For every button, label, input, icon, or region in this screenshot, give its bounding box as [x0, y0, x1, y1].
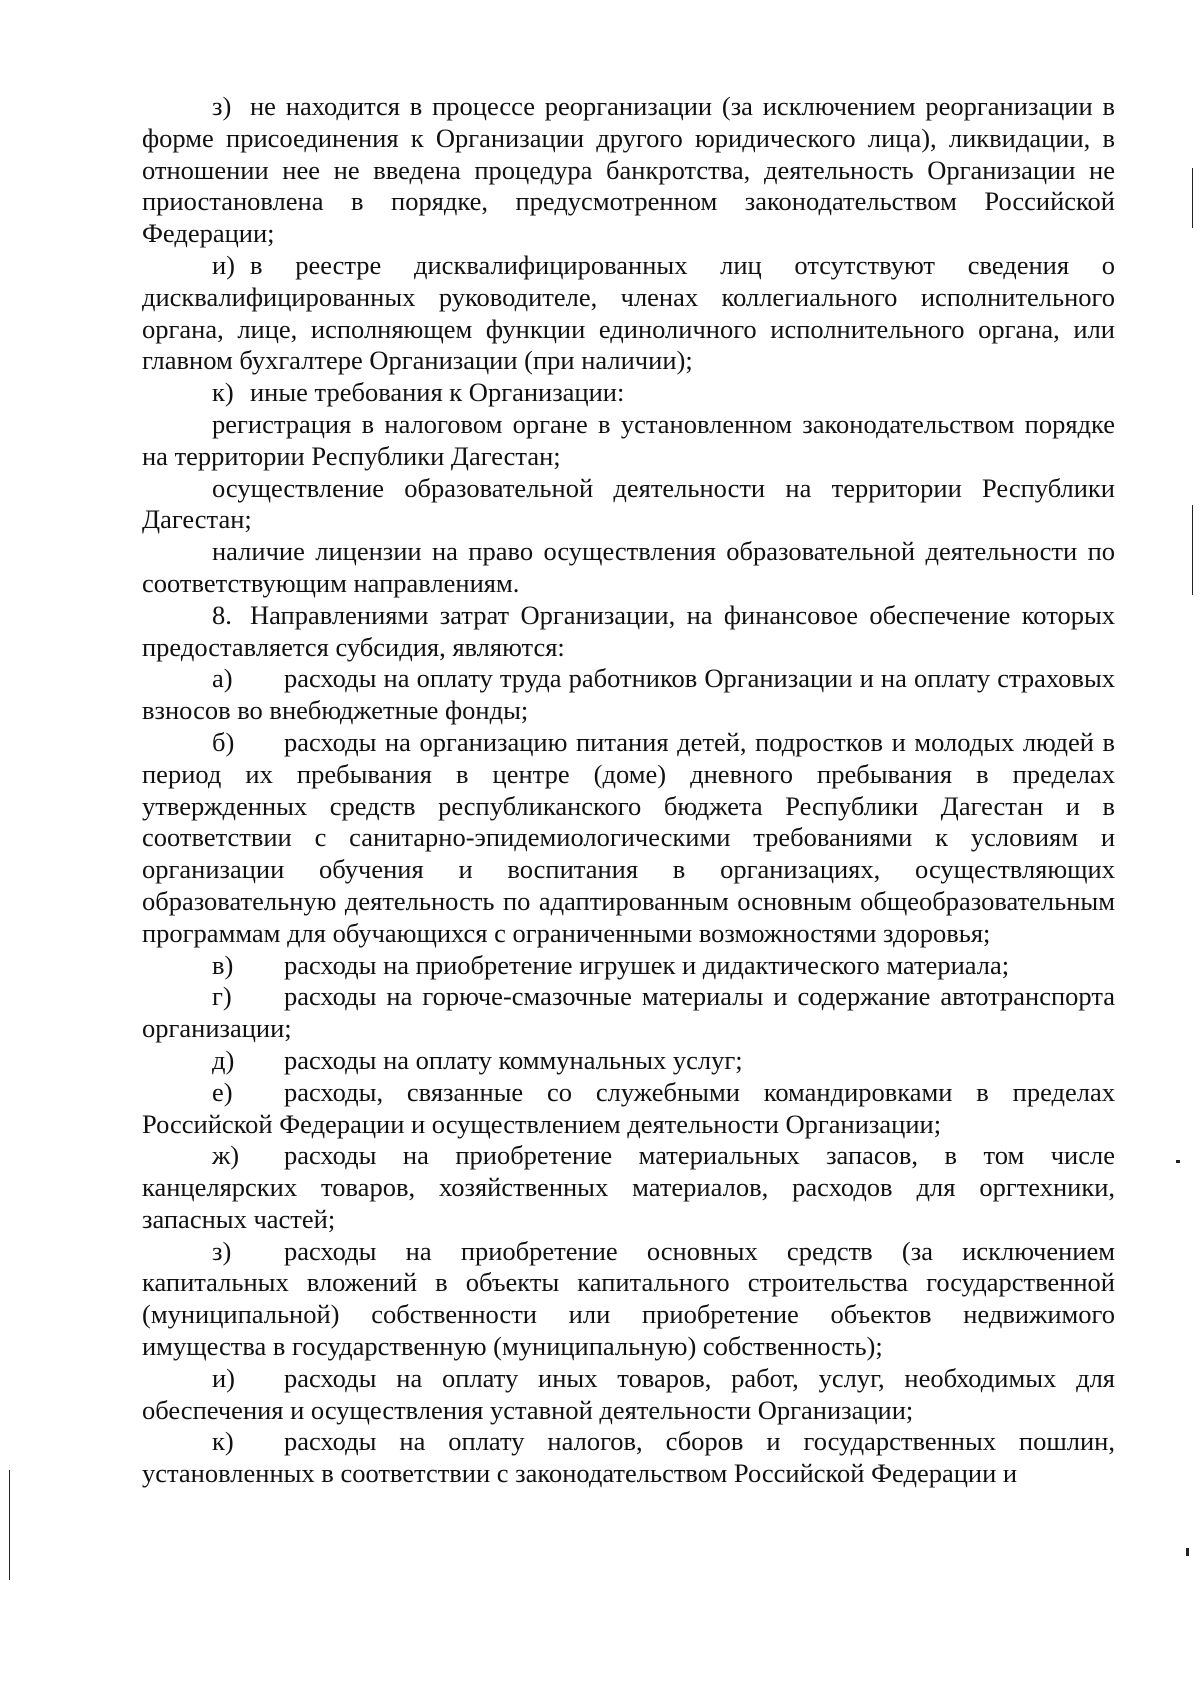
paragraph-text: регистрация в налоговом органе в установленном законодательством порядке на территории Республики Дагестан;: [142, 408, 1115, 471]
list-item-a: [142, 663, 1115, 727]
list-marker: е): [212, 1076, 233, 1107]
section-number: 8.: [212, 599, 232, 630]
scan-edge-mark: [1192, 505, 1193, 595]
scan-edge-mark: [1192, 168, 1193, 228]
list-marker: г): [212, 981, 232, 1012]
list-marker: в): [212, 949, 234, 980]
paragraph-text: иные требования к Организации:: [250, 377, 625, 408]
paragraph-tax-registration: [142, 409, 1115, 473]
list-item-g: [142, 981, 1115, 1045]
paragraph-text: не находится в процессе реорганизации (за исключением реорганизации в форме присоединения к Организации другого юридического лица), ликвидации, в отношении нее не введена процедура банкротства, деятельность Организации не приостановлена в порядке, предусмотренном законодательством Российской Федерации;: [142, 91, 1115, 249]
list-item-text: расходы на горюче-смазочные материалы и содержание автотранспорта организации;: [142, 981, 1115, 1044]
document-body: [142, 91, 1115, 1490]
list-item-k: [142, 1426, 1115, 1490]
list-marker: д): [212, 1044, 235, 1075]
list-item-z: [142, 1236, 1115, 1363]
list-item-v: [142, 950, 1115, 982]
list-item-text: расходы на организацию питания детей, подростков и молодых людей в период их пребывания в центре (доме) дневного пребывания в пределах утвержденных средств республиканского бюджета Республики Дагестан и в соответствии с санитарно-эпидемиологическими требованиями к условиям и организации обучения и воспитания в организациях, осуществляющих образовательную деятельность по адаптированным основным общеобразовательным программам для обучающихся с ограниченными возможностями здоровья;: [142, 726, 1115, 948]
list-item-zh: [142, 1140, 1115, 1235]
paragraph-8-cost-directions: [142, 600, 1115, 664]
list-marker: и): [212, 1362, 236, 1393]
paragraph-k-other-requirements: [142, 377, 1115, 409]
paragraph-text: осуществление образовательной деятельности на территории Республики Дагестан;: [142, 472, 1115, 535]
list-item-d: [142, 1045, 1115, 1077]
paragraph-text: в реестре дисквалифицированных лиц отсутствуют сведения о дисквалифицированных руководителе, членах коллегиального исполнительного органа, лице, исполняющем функции единоличного исполнительного органа, или главном бухгалтере Организации (при наличии);: [142, 249, 1115, 376]
list-item-text: расходы на оплату труда работников Организации и на оплату страховых взносов во внебюджетные фонды;: [142, 663, 1115, 726]
scan-edge-mark: [9, 1470, 10, 1580]
list-item-text: расходы, связанные со служебными командировками в пределах Российской Федерации и осуществлением деятельности Организации;: [142, 1076, 1115, 1139]
paragraph-text: наличие лицензии на право осуществления образовательной деятельности по соответствующим направлениям.: [142, 536, 1115, 598]
list-marker: з): [212, 91, 232, 121]
paragraph-educational-activity: [142, 473, 1115, 537]
list-item-e: [142, 1077, 1115, 1141]
list-marker: к): [212, 377, 234, 408]
list-item-text: расходы на оплату иных товаров, работ, услуг, необходимых для обеспечения и осуществления уставной деятельности Организации;: [142, 1362, 1115, 1425]
list-item-i: [142, 1363, 1115, 1427]
paragraph-text: Направлениями затрат Организации, на финансовое обеспечение которых предоставляется субсидия, являются:: [142, 599, 1115, 662]
scan-edge-mark: [1186, 1548, 1189, 1556]
list-marker: ж): [212, 1140, 240, 1171]
list-marker: а): [212, 663, 233, 694]
list-marker: з): [212, 1235, 232, 1266]
list-marker: и): [212, 249, 236, 280]
paragraph-license: [142, 536, 1115, 600]
list-item-text: расходы на приобретение игрушек и дидактического материала;: [284, 949, 1010, 980]
list-marker: к): [212, 1426, 234, 1457]
list-item-text: расходы на приобретение основных средств (за исключением капитальных вложений в объекты капитального строительства государственной (муниципальной) собственности или приобретение объектов недвижимого имущества в государственную (муниципальную) собственность);: [142, 1235, 1115, 1362]
paragraph-i-disqualified: [142, 250, 1115, 377]
list-item-text: расходы на оплату налогов, сборов и государственных пошлин, установленных в соответствии с законодательством Российской Федерации и: [142, 1426, 1115, 1489]
list-item-text: расходы на приобретение материальных запасов, в том числе канцелярских товаров, хозяйственных материалов, расходов для оргтехники, запасных частей;: [142, 1140, 1115, 1234]
list-item-b: [142, 727, 1115, 950]
scan-edge-mark: [1176, 1160, 1180, 1163]
list-item-text: расходы на оплату коммунальных услуг;: [284, 1044, 743, 1075]
list-marker: б): [212, 726, 235, 757]
paragraph-z-reorganization: [142, 91, 1115, 250]
